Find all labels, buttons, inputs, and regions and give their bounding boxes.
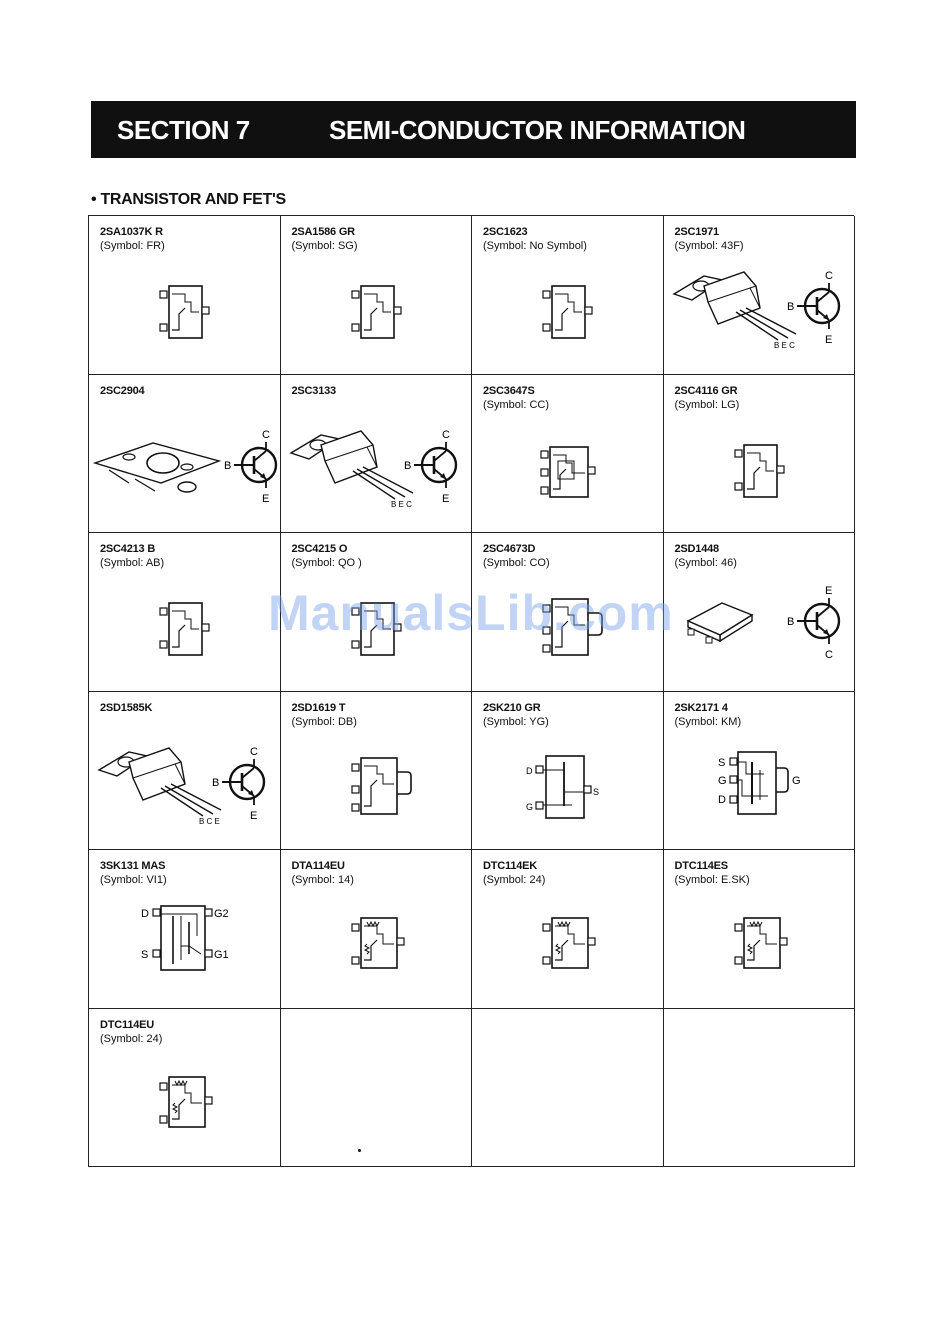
pin-label: B xyxy=(224,459,232,472)
pin-label: S xyxy=(717,756,725,769)
section-title: SEMI-CONDUCTOR INFORMATION xyxy=(329,115,746,145)
pin-label: E xyxy=(824,334,832,346)
marking-symbol: (Symbol: SG) xyxy=(291,240,358,252)
package-diagram xyxy=(664,533,854,690)
pin-label: C xyxy=(250,745,258,758)
part-number: 2SC2904 xyxy=(100,384,145,397)
marking-symbol: (Symbol: 24) xyxy=(100,1032,163,1045)
part-number: 2SK210 GR xyxy=(483,701,541,714)
package-diagram xyxy=(89,375,279,532)
pin-label: C xyxy=(262,428,270,441)
part-number: DTC114ES xyxy=(674,860,728,872)
package-diagram xyxy=(472,216,662,373)
package-diagram xyxy=(89,216,279,373)
part-number: DTC114EU xyxy=(100,1018,155,1031)
part-number: 2SD1448 xyxy=(674,543,719,555)
to220-package xyxy=(674,272,796,340)
pin-label: C xyxy=(824,649,833,661)
part-number: 2SK2171 4 xyxy=(674,701,728,714)
component-cell xyxy=(281,1009,473,1168)
pin-label: B xyxy=(403,459,411,472)
part-number: 2SC1971 xyxy=(674,226,719,238)
part-number: 2SC1623 xyxy=(483,226,528,238)
component-cell xyxy=(472,692,664,851)
component-cell xyxy=(89,850,281,1009)
package-diagram xyxy=(472,850,662,1007)
lead-labels: B E C xyxy=(390,499,412,509)
package-diagram xyxy=(664,216,854,373)
pin-label: S xyxy=(593,786,600,797)
to220-package xyxy=(291,431,413,499)
npn-symbol xyxy=(787,270,839,346)
component-cell xyxy=(664,375,856,534)
pin-label: E xyxy=(441,492,449,505)
marking-symbol: (Symbol: LG) xyxy=(674,398,740,411)
component-cell xyxy=(664,1009,856,1168)
package-diagram xyxy=(89,1009,279,1166)
marking-symbol: (Symbol: 24) xyxy=(483,874,546,886)
component-cell xyxy=(664,850,856,1009)
pin-label: C xyxy=(824,270,833,282)
marking-symbol: (Symbol: E.SK) xyxy=(674,874,750,886)
part-number: 2SD1585K xyxy=(100,701,153,714)
npn-symbol xyxy=(224,429,276,505)
part-number: 2SC3647S xyxy=(483,384,535,397)
marking-symbol: (Symbol: KM) xyxy=(674,715,742,728)
part-number: 2SC3133 xyxy=(291,384,336,397)
marking-symbol: (Symbol: FR) xyxy=(100,240,165,252)
pin-label: G1 xyxy=(214,949,229,961)
marking-symbol: (Symbol: YG) xyxy=(483,715,549,728)
marking-symbol: (Symbol: CO) xyxy=(483,557,550,569)
component-cell xyxy=(281,375,473,534)
package-diagram xyxy=(281,375,471,532)
marking-symbol: (Symbol: VI1) xyxy=(100,874,167,886)
component-cell xyxy=(472,375,664,534)
pin-label: G xyxy=(791,774,801,787)
lead-labels: B C E xyxy=(199,816,220,826)
lead-labels: B E C xyxy=(773,341,795,350)
component-cell xyxy=(89,216,281,375)
marking-symbol: (Symbol: CC) xyxy=(483,398,550,411)
package-diagram xyxy=(89,692,279,849)
package-diagram xyxy=(664,850,854,1007)
npn-symbol xyxy=(787,585,839,661)
marking-symbol: (Symbol: No Symbol) xyxy=(483,240,587,252)
pin-label: B xyxy=(212,776,220,789)
part-number: 2SD1619 T xyxy=(291,701,346,714)
pin-label: G xyxy=(526,801,534,812)
package-diagram xyxy=(472,375,662,532)
npn-symbol xyxy=(212,746,264,822)
section-number: SECTION 7 xyxy=(117,115,250,145)
flange-package xyxy=(95,443,219,492)
pin-label: E xyxy=(824,585,832,597)
component-cell xyxy=(472,216,664,375)
package-diagram xyxy=(281,692,471,849)
pin-label: S xyxy=(141,949,149,961)
component-table xyxy=(88,215,854,1167)
part-number: 3SK131 MAS xyxy=(100,860,166,872)
component-cell xyxy=(664,692,856,851)
part-number: DTA114EU xyxy=(291,860,345,872)
package-diagram xyxy=(89,850,279,1007)
part-number: 2SC4213 B xyxy=(100,543,156,555)
package-diagram xyxy=(664,375,854,532)
section-banner xyxy=(91,101,856,158)
to220-package xyxy=(99,748,221,816)
pin-label: G xyxy=(717,774,727,787)
component-cell xyxy=(89,1009,281,1168)
marking-symbol: (Symbol: 43F) xyxy=(674,240,744,252)
part-number: DTC114EK xyxy=(483,860,538,872)
marking-symbol: (Symbol: DB) xyxy=(291,715,357,728)
part-number: 2SC4116 GR xyxy=(674,384,738,397)
component-cell xyxy=(89,533,281,692)
smd-package xyxy=(688,603,752,643)
component-cell xyxy=(89,375,281,534)
component-cell xyxy=(472,850,664,1009)
package-diagram xyxy=(281,850,471,1007)
marking-symbol: (Symbol: AB) xyxy=(100,557,165,569)
package-diagram xyxy=(664,692,854,849)
component-cell xyxy=(664,533,856,692)
marking-symbol: (Symbol: 14) xyxy=(291,874,354,886)
pin-label: B xyxy=(786,616,794,628)
pin-label: C xyxy=(441,428,450,441)
part-number: 2SA1586 GR xyxy=(291,226,355,238)
package-diagram xyxy=(89,533,279,690)
marking-symbol: (Symbol: QO ) xyxy=(291,557,362,569)
pin-label: D xyxy=(717,793,726,806)
subheading: • TRANSISTOR AND FET'S xyxy=(91,191,286,208)
marking-symbol: (Symbol: 46) xyxy=(674,557,737,569)
component-cell xyxy=(281,216,473,375)
stray-dot xyxy=(358,1149,361,1152)
npn-symbol xyxy=(404,429,456,505)
component-cell xyxy=(281,692,473,851)
part-number: 2SC4215 O xyxy=(291,543,348,555)
component-cell xyxy=(472,1009,664,1168)
component-cell xyxy=(664,216,856,375)
part-number: 2SA1037K R xyxy=(100,226,163,238)
package-diagram xyxy=(472,692,662,849)
pin-label: E xyxy=(262,492,270,505)
component-cell xyxy=(89,692,281,851)
pin-label: G2 xyxy=(214,908,229,920)
pin-label: B xyxy=(786,301,794,313)
pin-label: D xyxy=(526,765,533,776)
component-cell xyxy=(281,850,473,1009)
package-diagram xyxy=(281,216,471,373)
watermark: ManualsLib.com xyxy=(268,585,674,641)
pin-label: D xyxy=(141,908,149,920)
part-number: 2SC4673D xyxy=(483,543,536,555)
pin-label: E xyxy=(250,809,258,822)
